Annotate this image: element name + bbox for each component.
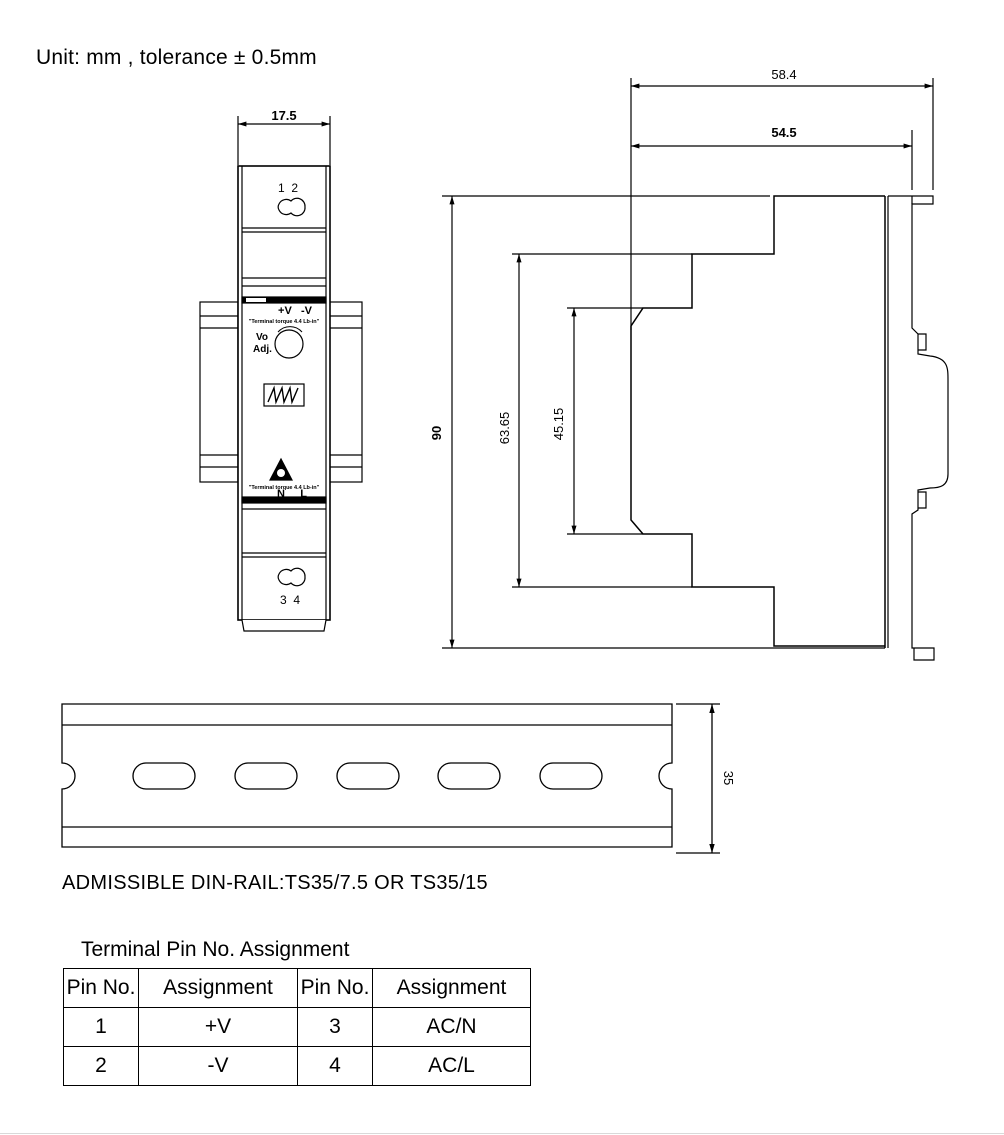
table-row — [64, 1008, 531, 1047]
dim-height: 90 — [429, 425, 444, 441]
din-rail — [62, 704, 720, 853]
table-cell: 4 — [298, 1047, 373, 1086]
table-cell: AC/L — [373, 1047, 531, 1086]
torque-note-top: "Terminal torque 4.4 Lb-in" — [248, 319, 320, 325]
header-pin-no-2: Pin No. — [298, 969, 373, 1008]
input-labels: N L — [277, 488, 307, 500]
table-row — [64, 1047, 531, 1086]
output-labels: +V -V — [278, 305, 312, 317]
pin-table-title: Terminal Pin No. Assignment — [81, 938, 350, 961]
dim-rail-height: 35 — [721, 770, 736, 786]
bottom-terminal-numbers: 3 4 — [279, 593, 301, 607]
dim-body-depth: 54.5 — [771, 125, 797, 140]
page-divider — [0, 1133, 1004, 1134]
dim-step-inner: 45.15 — [551, 407, 566, 441]
adj-label: Adj. — [253, 344, 272, 355]
header-assignment-2: Assignment — [373, 969, 531, 1008]
dim-overall-depth: 58.4 — [771, 67, 797, 82]
unit-note: Unit: mm , tolerance ± 0.5mm — [36, 46, 317, 69]
header-assignment-1: Assignment — [139, 969, 298, 1008]
dim-front-width: 17.5 — [271, 108, 297, 123]
rail-front-left — [200, 302, 238, 482]
pin-assignment-table — [63, 968, 531, 1086]
table-header-row — [64, 969, 531, 1008]
dim-step-outer: 63.65 — [497, 411, 512, 445]
table-cell: -V — [139, 1047, 298, 1086]
table-cell: 3 — [298, 1008, 373, 1047]
table-cell: AC/N — [373, 1008, 531, 1047]
table-cell: 2 — [64, 1047, 139, 1086]
din-rail-note: ADMISSIBLE DIN-RAIL:TS35/7.5 OR TS35/15 — [62, 872, 488, 894]
rail-front-right — [329, 302, 362, 482]
top-terminal-numbers: 1 2 — [277, 181, 299, 195]
table-cell: +V — [139, 1008, 298, 1047]
header-pin-no-1: Pin No. — [64, 969, 139, 1008]
side-view — [442, 78, 948, 660]
table-cell: 1 — [64, 1008, 139, 1047]
torque-note-bottom: "Terminal torque 4.4 Lb-in" — [248, 485, 320, 491]
vo-label: Vo — [256, 332, 269, 343]
